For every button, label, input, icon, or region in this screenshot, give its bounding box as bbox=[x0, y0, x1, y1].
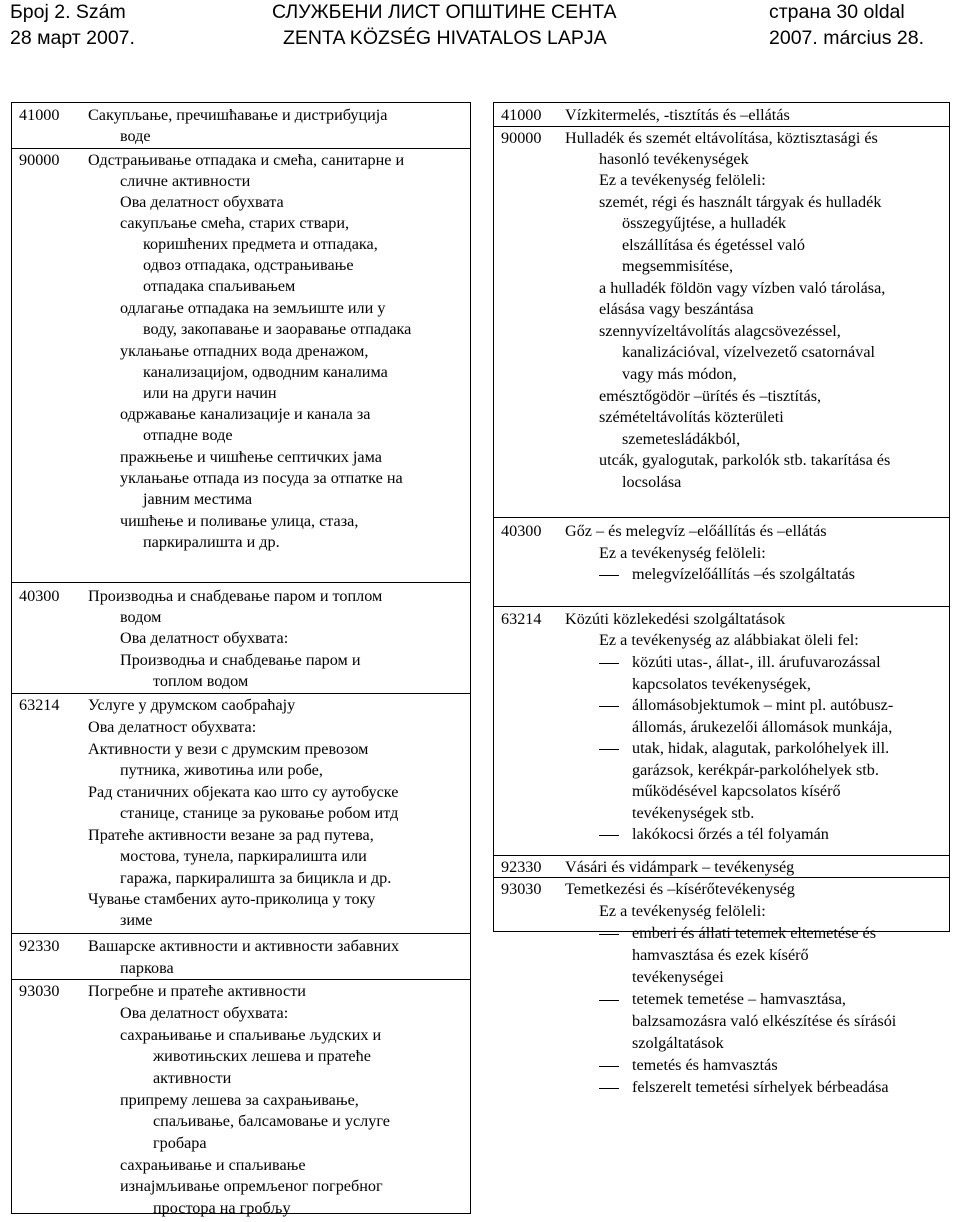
scope-item: Рад станичних објеката као што су аутобуске bbox=[88, 783, 399, 801]
scope-item: уклањање отпадних вода дренажом, bbox=[120, 342, 369, 360]
scope-heading: Ова делатност обухвата: bbox=[120, 1004, 289, 1022]
scope-item: megsemmisítése, bbox=[622, 257, 734, 275]
activity-code: 40300 bbox=[501, 522, 542, 540]
activity-code: 41000 bbox=[501, 106, 542, 124]
activity-code: 92330 bbox=[19, 937, 60, 955]
scope-item: locsolása bbox=[622, 473, 682, 491]
scope-item: szemét, régi és használt tárgyak és hulladék bbox=[599, 193, 882, 211]
activity-title: Одстрањивање отпадака и смећа, санитарне и bbox=[88, 151, 405, 169]
scope-item: emberi és állati tetemek eltemetése és bbox=[632, 924, 877, 942]
page-number: страна 30 oldal bbox=[769, 1, 905, 23]
scope-item: отпадне воде bbox=[143, 426, 233, 444]
scope-item: lakókocsi őrzés a tél folyamán bbox=[632, 825, 829, 843]
activity-title: паркова bbox=[120, 959, 174, 977]
activity-code: 63214 bbox=[501, 610, 542, 628]
scope-item: воду, закопавање и заоравање отпадака bbox=[143, 320, 412, 338]
activity-title: Vízkitermelés, -tisztítás és –ellátás bbox=[565, 106, 790, 124]
scope-heading: Ова делатност обухвата: bbox=[120, 629, 289, 647]
scope-item: спаљивање, балсамовање и услуге bbox=[153, 1112, 390, 1130]
scope-item: hamvasztása és ezek kísérő bbox=[632, 946, 809, 964]
section-63214 bbox=[12, 693, 470, 929]
activity-title: водом bbox=[120, 608, 162, 626]
bullet-dash bbox=[599, 1000, 619, 1001]
scope-item: одвоз отпадака, одстрањивање bbox=[143, 256, 354, 274]
scope-item: активности bbox=[153, 1069, 232, 1087]
scope-item: коришћених предмета и отпадака, bbox=[143, 235, 378, 253]
scope-item: a hulladék földön vagy vízben való tárolása, bbox=[599, 279, 886, 297]
section-93030 bbox=[12, 979, 470, 1217]
scope-item: сахрањивање и спаљивање bbox=[120, 1156, 306, 1174]
hungarian-activity-table bbox=[493, 102, 950, 1096]
bullet-dash bbox=[599, 1066, 619, 1067]
activity-code: 92330 bbox=[501, 858, 542, 876]
scope-item: tevékenységek stb. bbox=[632, 804, 755, 822]
bullet-dash bbox=[599, 835, 619, 836]
section-40300 bbox=[494, 517, 949, 583]
scope-item: szemetesládákból, bbox=[622, 430, 741, 448]
scope-item: животињских лешева и пратеће bbox=[153, 1047, 371, 1065]
scope-item: јавним местима bbox=[143, 490, 253, 508]
scope-item: állomás, árukezelői állomások munkája, bbox=[632, 718, 893, 736]
scope-heading: Ez a tevékenység felöleli: bbox=[599, 171, 766, 189]
scope-item: Чување стамбених ауто-приколица у току bbox=[88, 890, 376, 908]
scope-item: tetemek temetése – hamvasztása, bbox=[632, 990, 846, 1008]
activity-title: hasonló tevékenységek bbox=[599, 150, 749, 168]
scope-item: зиме bbox=[120, 911, 153, 929]
scope-item: отпадака спаљивањем bbox=[143, 277, 296, 295]
bullet-dash bbox=[599, 934, 619, 935]
scope-item: állomásobjektumok – mint pl. autóbusz- bbox=[632, 696, 894, 714]
scope-heading: Ez a tevékenység felöleli: bbox=[599, 544, 766, 562]
issue-date-hungarian: 2007. március 28. bbox=[769, 27, 925, 49]
scope-item: tevékenységei bbox=[632, 968, 724, 986]
bullet-dash bbox=[599, 706, 619, 707]
scope-item: utcák, gyalogutak, parkolók stb. takarítása és bbox=[599, 451, 891, 469]
activity-code: 90000 bbox=[501, 129, 542, 147]
issue-number: Број 2. Szám bbox=[10, 1, 126, 23]
scope-item: мостова, тунела, паркиралишта или bbox=[120, 847, 367, 865]
activity-title: воде bbox=[120, 127, 151, 145]
activity-code: 63214 bbox=[19, 696, 60, 714]
scope-heading: Ez a tevékenység felöleli: bbox=[599, 902, 766, 920]
section-92330 bbox=[494, 855, 949, 876]
bullet-dash bbox=[599, 575, 619, 576]
section-90000 bbox=[12, 148, 470, 551]
activity-code: 40300 bbox=[19, 587, 60, 605]
bullet-dash bbox=[599, 749, 619, 750]
section-40300 bbox=[12, 582, 470, 690]
scope-item: станице, станице за руковање робом итд bbox=[120, 804, 399, 822]
scope-item: топлом водом bbox=[153, 672, 249, 690]
scope-item: путника, животиња или робе, bbox=[120, 761, 323, 779]
scope-item: emésztőgödör –ürítés és –tisztítás, bbox=[599, 387, 822, 405]
bullet-dash bbox=[599, 663, 619, 664]
scope-heading: Ова делатност обухвата bbox=[120, 193, 284, 211]
gazette-title-serbian: СЛУЖБЕНИ ЛИСТ ОПШТИНЕ СЕНТА bbox=[272, 1, 617, 23]
scope-item: elszállítása és égetéssel való bbox=[622, 236, 805, 254]
activity-title: Сакупљање, пречишћавање и дистрибуција bbox=[88, 106, 388, 124]
scope-item: kapcsolatos tevékenységek, bbox=[632, 675, 811, 693]
activity-title: Közúti közlekedési szolgáltatások bbox=[565, 610, 786, 628]
scope-item: чишћење и поливање улица, стаза, bbox=[120, 512, 359, 530]
scope-item: изнајмљивање опремљеног погребног bbox=[120, 1177, 383, 1195]
scope-item: Производња и снабдевање паром и bbox=[120, 651, 361, 669]
scope-item: szolgáltatások bbox=[632, 1034, 724, 1052]
scope-item: гробара bbox=[153, 1134, 207, 1152]
activity-title: Погребне и пратеће активности bbox=[88, 982, 306, 1000]
activity-title: Вашарске активности и активности забавних bbox=[88, 937, 400, 955]
scope-item: простора на гробљу bbox=[153, 1199, 291, 1217]
activity-title: Производња и снабдевање паром и топлом bbox=[88, 587, 383, 605]
bullet-dash bbox=[599, 1088, 619, 1089]
scope-item: temetés és hamvasztás bbox=[632, 1056, 778, 1074]
issue-date-serbian: 28 март 2007. bbox=[10, 27, 135, 49]
scope-item: működésével kapcsolatos kísérő bbox=[632, 782, 841, 800]
activity-title: Gőz – és melegvíz –előállítás és –ellátás bbox=[565, 522, 827, 540]
scope-item: одлагање отпадака на земљиште или у bbox=[120, 299, 386, 317]
section-92330 bbox=[12, 933, 470, 977]
section-93030 bbox=[494, 877, 949, 1096]
scope-item: Активности у вези с друмским превозом bbox=[88, 740, 369, 758]
scope-item: szennyvízeltávolítás alagcsövezéssel, bbox=[599, 322, 841, 340]
scope-item: balzsamozásra való elkészítése és sírásói bbox=[632, 1012, 897, 1030]
activity-title: Temetkezési és –kísérőtevékenység bbox=[565, 880, 795, 898]
serbian-activity-table bbox=[11, 102, 471, 1217]
activity-code: 93030 bbox=[19, 982, 60, 1000]
activity-title: Услуге у друмском саобраћају bbox=[88, 696, 296, 714]
scope-item: utak, hidak, alagutak, parkolóhelyek ill. bbox=[632, 739, 890, 757]
scope-item: közúti utas-, állat-, ill. árufuvarozással bbox=[632, 653, 881, 671]
scope-heading: Ова делатност обухвата: bbox=[88, 718, 257, 736]
scope-item: szémételtávolítás közterületi bbox=[599, 408, 784, 426]
scope-item: одржавање канализације и канала за bbox=[120, 405, 371, 423]
activity-title: Vásári és vidámpark – tevékenység bbox=[565, 858, 795, 876]
scope-item: elásása vagy beszántása bbox=[599, 300, 754, 318]
scope-item: припрему лешева за сахрањивање, bbox=[120, 1091, 359, 1109]
section-90000 bbox=[494, 126, 949, 491]
activity-title: сличне активности bbox=[120, 172, 251, 190]
activity-title: Hulladék és szemét eltávolítása, köztisztasági és bbox=[565, 129, 878, 147]
scope-item: канализацијом, одводним каналима bbox=[143, 363, 388, 381]
scope-heading: Ez a tevékenység az alábbiakat öleli fel: bbox=[599, 631, 859, 649]
scope-item: гаража, паркиралишта за бицикла и др. bbox=[120, 869, 392, 887]
scope-item: уклањање отпада из посуда за отпатке на bbox=[120, 469, 403, 487]
scope-item: melegvízelőállítás –és szolgáltatás bbox=[632, 565, 855, 583]
activity-code: 90000 bbox=[19, 151, 60, 169]
activity-code: 93030 bbox=[501, 880, 542, 898]
scope-item: felszerelt temetési sírhelyek bérbeadása bbox=[632, 1078, 889, 1096]
gazette-title-hungarian: ZENTA KÖZSÉG HIVATALOS LAPJA bbox=[283, 27, 607, 49]
scope-item: összegyűjtése, a hulladék bbox=[622, 214, 787, 232]
scope-item: сахрањивање и спаљивање људских и bbox=[120, 1026, 382, 1044]
scope-item: kanalizációval, vízelvezető csatornával bbox=[622, 343, 876, 361]
section-63214 bbox=[494, 606, 949, 843]
scope-item: vagy más módon, bbox=[622, 365, 737, 383]
scope-item: garázsok, kerékpár-parkolóhelyek stb. bbox=[632, 761, 879, 779]
scope-item: Пратеће активности везане за рад путева, bbox=[88, 826, 374, 844]
scope-item: паркиралишта и др. bbox=[143, 533, 280, 551]
activity-code: 41000 bbox=[19, 106, 60, 124]
scope-item: пражњење и чишћење септичких јама bbox=[120, 448, 382, 466]
scope-item: сакупљање смећа, старих ствари, bbox=[120, 214, 350, 232]
scope-item: или на други начин bbox=[143, 384, 277, 402]
